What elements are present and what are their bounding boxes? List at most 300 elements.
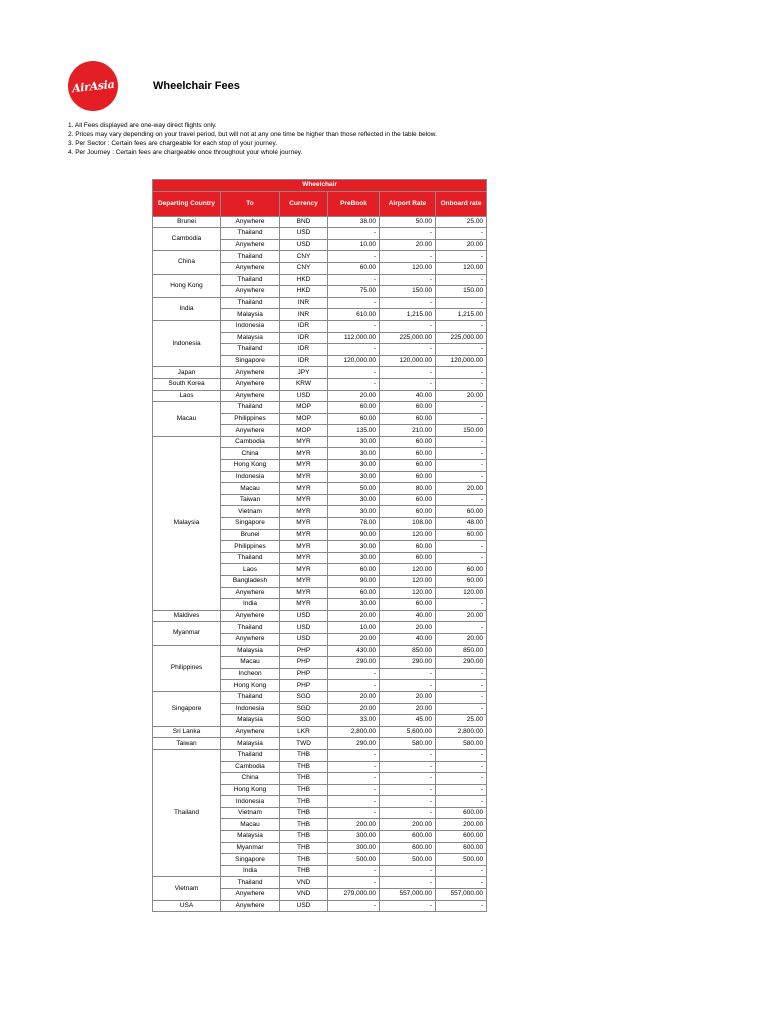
note-item: 1. All Fees displayed are one-way direct flights only. bbox=[68, 122, 217, 129]
airport-rate-cell: 60.00 bbox=[380, 541, 436, 553]
destination-cell: Malaysia bbox=[221, 738, 280, 750]
onboard-rate-cell: - bbox=[436, 448, 487, 460]
table-row bbox=[153, 216, 487, 228]
currency-cell: VND bbox=[280, 889, 328, 901]
prebook-cell: - bbox=[328, 367, 380, 379]
prebook-cell: - bbox=[328, 807, 380, 819]
destination-cell: Bangladesh bbox=[221, 576, 280, 588]
onboard-rate-cell: - bbox=[436, 378, 487, 390]
table-row bbox=[153, 645, 487, 657]
currency-cell: KRW bbox=[280, 378, 328, 390]
destination-cell: Philippines bbox=[221, 413, 280, 425]
table-row bbox=[153, 228, 487, 240]
currency-cell: BND bbox=[280, 216, 328, 228]
departing-country-cell: Maldives bbox=[153, 610, 221, 622]
currency-cell: THB bbox=[280, 749, 328, 761]
onboard-rate-cell: 2,800.00 bbox=[436, 726, 487, 738]
prebook-cell: - bbox=[328, 320, 380, 332]
prebook-cell: 300.00 bbox=[328, 842, 380, 854]
currency-cell: PHP bbox=[280, 668, 328, 680]
currency-cell: INR bbox=[280, 309, 328, 321]
table-row bbox=[153, 367, 487, 379]
fee-notes bbox=[68, 121, 437, 157]
currency-cell: PHP bbox=[280, 645, 328, 657]
departing-country-cell: Indonesia bbox=[153, 320, 221, 366]
currency-cell: VND bbox=[280, 877, 328, 889]
destination-cell: Anywhere bbox=[221, 900, 280, 912]
onboard-rate-cell: 600.00 bbox=[436, 831, 487, 843]
table-banner: Wheelchair bbox=[153, 180, 487, 192]
onboard-rate-cell: - bbox=[436, 251, 487, 263]
table-row bbox=[153, 877, 487, 889]
prebook-cell: 2,800.00 bbox=[328, 726, 380, 738]
departing-country-cell: Hong Kong bbox=[153, 274, 221, 297]
currency-cell: SGD bbox=[280, 691, 328, 703]
destination-cell: Macau bbox=[221, 483, 280, 495]
airport-rate-cell: 40.00 bbox=[380, 390, 436, 402]
airport-rate-cell: 600.00 bbox=[380, 842, 436, 854]
airport-rate-cell: - bbox=[380, 761, 436, 773]
table-row bbox=[153, 390, 487, 402]
column-header-onboard-rate: Onboard rate bbox=[436, 191, 487, 216]
airport-rate-cell: - bbox=[380, 228, 436, 240]
prebook-cell: 30.00 bbox=[328, 506, 380, 518]
currency-cell: IDR bbox=[280, 355, 328, 367]
onboard-rate-cell: 120.00 bbox=[436, 262, 487, 274]
onboard-rate-cell: - bbox=[436, 552, 487, 564]
onboard-rate-cell: - bbox=[436, 320, 487, 332]
table-row bbox=[153, 900, 487, 912]
prebook-cell: 60.00 bbox=[328, 564, 380, 576]
onboard-rate-cell: 290.00 bbox=[436, 657, 487, 669]
table-row bbox=[153, 402, 487, 414]
prebook-cell: 200.00 bbox=[328, 819, 380, 831]
table-row bbox=[153, 738, 487, 750]
currency-cell: THB bbox=[280, 842, 328, 854]
destination-cell: Anywhere bbox=[221, 262, 280, 274]
airport-rate-cell: 150.00 bbox=[380, 286, 436, 298]
destination-cell: Anywhere bbox=[221, 889, 280, 901]
destination-cell: Anywhere bbox=[221, 425, 280, 437]
currency-cell: IDR bbox=[280, 320, 328, 332]
destination-cell: Thailand bbox=[221, 552, 280, 564]
currency-cell: THB bbox=[280, 819, 328, 831]
column-header-to: To bbox=[221, 191, 280, 216]
destination-cell: Thailand bbox=[221, 228, 280, 240]
prebook-cell: - bbox=[328, 297, 380, 309]
currency-cell: THB bbox=[280, 784, 328, 796]
departing-country-cell: Malaysia bbox=[153, 436, 221, 610]
airport-rate-cell: - bbox=[380, 749, 436, 761]
prebook-cell: - bbox=[328, 900, 380, 912]
currency-cell: USD bbox=[280, 390, 328, 402]
onboard-rate-cell: 1,215.00 bbox=[436, 309, 487, 321]
destination-cell: Anywhere bbox=[221, 286, 280, 298]
currency-cell: JPY bbox=[280, 367, 328, 379]
airport-rate-cell: 850.00 bbox=[380, 645, 436, 657]
onboard-rate-cell: 48.00 bbox=[436, 518, 487, 530]
prebook-cell: 30.00 bbox=[328, 460, 380, 472]
currency-cell: INR bbox=[280, 297, 328, 309]
currency-cell: THB bbox=[280, 796, 328, 808]
departing-country-cell: Brunei bbox=[153, 216, 221, 228]
prebook-cell: 20.00 bbox=[328, 633, 380, 645]
airport-rate-cell: 60.00 bbox=[380, 436, 436, 448]
onboard-rate-cell: - bbox=[436, 494, 487, 506]
prebook-cell: 30.00 bbox=[328, 552, 380, 564]
currency-cell: THB bbox=[280, 854, 328, 866]
prebook-cell: 290.00 bbox=[328, 738, 380, 750]
destination-cell: Malaysia bbox=[221, 715, 280, 727]
airport-rate-cell: - bbox=[380, 274, 436, 286]
onboard-rate-cell: - bbox=[436, 784, 487, 796]
departing-country-cell: Myanmar bbox=[153, 622, 221, 645]
onboard-rate-cell: 120.00 bbox=[436, 587, 487, 599]
destination-cell: Indonesia bbox=[221, 471, 280, 483]
currency-cell: SGD bbox=[280, 703, 328, 715]
prebook-cell: 10.00 bbox=[328, 239, 380, 251]
airport-rate-cell: - bbox=[380, 297, 436, 309]
airport-rate-cell: 120.00 bbox=[380, 587, 436, 599]
departing-country-cell: Philippines bbox=[153, 645, 221, 691]
currency-cell: USD bbox=[280, 239, 328, 251]
destination-cell: Singapore bbox=[221, 518, 280, 530]
onboard-rate-cell: - bbox=[436, 344, 487, 356]
column-header-departing-country: Departing Country bbox=[153, 191, 221, 216]
currency-cell: USD bbox=[280, 633, 328, 645]
airport-rate-cell: 225,000.00 bbox=[380, 332, 436, 344]
departing-country-cell: Cambodia bbox=[153, 228, 221, 251]
currency-cell: HKD bbox=[280, 286, 328, 298]
onboard-rate-cell: - bbox=[436, 668, 487, 680]
airport-rate-cell: 20.00 bbox=[380, 239, 436, 251]
airport-rate-cell: - bbox=[380, 877, 436, 889]
onboard-rate-cell: 20.00 bbox=[436, 239, 487, 251]
airport-rate-cell: 108.00 bbox=[380, 518, 436, 530]
airport-rate-cell: 60.00 bbox=[380, 506, 436, 518]
destination-cell: Singapore bbox=[221, 854, 280, 866]
prebook-cell: 30.00 bbox=[328, 599, 380, 611]
prebook-cell: 90.00 bbox=[328, 529, 380, 541]
note-item: 4. Per Journey : Certain fees are chargeable once throughout your whole journey. bbox=[68, 149, 303, 156]
airport-rate-cell: 5,600.00 bbox=[380, 726, 436, 738]
prebook-cell: 30.00 bbox=[328, 494, 380, 506]
note-item: 2. Prices may vary depending on your travel period, but will not at any one time be higher than those reflected in the table below. bbox=[68, 131, 437, 138]
prebook-cell: 60.00 bbox=[328, 413, 380, 425]
prebook-cell: - bbox=[328, 228, 380, 240]
airport-rate-cell: - bbox=[380, 367, 436, 379]
table-row bbox=[153, 251, 487, 263]
table-row bbox=[153, 378, 487, 390]
airport-rate-cell: 210.00 bbox=[380, 425, 436, 437]
onboard-rate-cell: - bbox=[436, 796, 487, 808]
currency-cell: IDR bbox=[280, 332, 328, 344]
onboard-rate-cell: 225,000.00 bbox=[436, 332, 487, 344]
note-item: 3. Per Sector : Certain fees are chargeable for each stop of your journey. bbox=[68, 140, 278, 147]
airport-rate-cell: 120.00 bbox=[380, 564, 436, 576]
prebook-cell: 20.00 bbox=[328, 610, 380, 622]
airport-rate-cell: - bbox=[380, 900, 436, 912]
currency-cell: CNY bbox=[280, 262, 328, 274]
airport-rate-cell: 60.00 bbox=[380, 448, 436, 460]
onboard-rate-cell: 557,000.00 bbox=[436, 889, 487, 901]
destination-cell: India bbox=[221, 865, 280, 877]
prebook-cell: 430.00 bbox=[328, 645, 380, 657]
destination-cell: Anywhere bbox=[221, 726, 280, 738]
airport-rate-cell: 60.00 bbox=[380, 471, 436, 483]
currency-cell: CNY bbox=[280, 251, 328, 263]
table-row bbox=[153, 622, 487, 634]
prebook-cell: 20.00 bbox=[328, 703, 380, 715]
airport-rate-cell: - bbox=[380, 378, 436, 390]
departing-country-cell: Laos bbox=[153, 390, 221, 402]
destination-cell: Anywhere bbox=[221, 367, 280, 379]
prebook-cell: 50.00 bbox=[328, 483, 380, 495]
airport-rate-cell: 45.00 bbox=[380, 715, 436, 727]
destination-cell: Thailand bbox=[221, 749, 280, 761]
currency-cell: MYR bbox=[280, 483, 328, 495]
destination-cell: Macau bbox=[221, 819, 280, 831]
destination-cell: Indonesia bbox=[221, 320, 280, 332]
table-row bbox=[153, 320, 487, 332]
prebook-cell: - bbox=[328, 251, 380, 263]
airport-rate-cell: - bbox=[380, 680, 436, 692]
prebook-cell: 610.00 bbox=[328, 309, 380, 321]
airport-rate-cell: - bbox=[380, 320, 436, 332]
destination-cell: Vietnam bbox=[221, 807, 280, 819]
onboard-rate-cell: 120,000.00 bbox=[436, 355, 487, 367]
currency-cell: USD bbox=[280, 228, 328, 240]
currency-cell: MYR bbox=[280, 460, 328, 472]
prebook-cell: 120,000.00 bbox=[328, 355, 380, 367]
table-row bbox=[153, 749, 487, 761]
airport-rate-cell: - bbox=[380, 668, 436, 680]
prebook-cell: - bbox=[328, 344, 380, 356]
prebook-cell: 300.00 bbox=[328, 831, 380, 843]
departing-country-cell: Thailand bbox=[153, 749, 221, 877]
destination-cell: Thailand bbox=[221, 344, 280, 356]
logo-text: AirAsia bbox=[71, 77, 115, 95]
currency-cell: MYR bbox=[280, 587, 328, 599]
currency-cell: LKR bbox=[280, 726, 328, 738]
onboard-rate-cell: - bbox=[436, 436, 487, 448]
onboard-rate-cell: - bbox=[436, 761, 487, 773]
airport-rate-cell: - bbox=[380, 773, 436, 785]
onboard-rate-cell: - bbox=[436, 471, 487, 483]
table-body bbox=[153, 216, 487, 912]
airport-rate-cell: - bbox=[380, 251, 436, 263]
currency-cell: PHP bbox=[280, 657, 328, 669]
table-row bbox=[153, 297, 487, 309]
currency-cell: USD bbox=[280, 900, 328, 912]
destination-cell: Taiwan bbox=[221, 494, 280, 506]
prebook-cell: - bbox=[328, 668, 380, 680]
prebook-cell: 30.00 bbox=[328, 541, 380, 553]
destination-cell: Hong Kong bbox=[221, 680, 280, 692]
onboard-rate-cell: 20.00 bbox=[436, 483, 487, 495]
destination-cell: Malaysia bbox=[221, 645, 280, 657]
destination-cell: China bbox=[221, 448, 280, 460]
onboard-rate-cell: 60.00 bbox=[436, 506, 487, 518]
prebook-cell: 60.00 bbox=[328, 402, 380, 414]
airport-rate-cell: 120.00 bbox=[380, 529, 436, 541]
destination-cell: Malaysia bbox=[221, 332, 280, 344]
onboard-rate-cell: - bbox=[436, 460, 487, 472]
prebook-cell: 75.00 bbox=[328, 286, 380, 298]
column-header-airport-rate: Airport Rate bbox=[380, 191, 436, 216]
onboard-rate-cell: - bbox=[436, 402, 487, 414]
onboard-rate-cell: - bbox=[436, 749, 487, 761]
prebook-cell: 20.00 bbox=[328, 691, 380, 703]
airport-rate-cell: 20.00 bbox=[380, 691, 436, 703]
currency-cell: MOP bbox=[280, 402, 328, 414]
destination-cell: Thailand bbox=[221, 622, 280, 634]
prebook-cell: 112,000.00 bbox=[328, 332, 380, 344]
onboard-rate-cell: 200.00 bbox=[436, 819, 487, 831]
onboard-rate-cell: 60.00 bbox=[436, 564, 487, 576]
airport-rate-cell: - bbox=[380, 807, 436, 819]
table-row bbox=[153, 610, 487, 622]
table-row bbox=[153, 436, 487, 448]
onboard-rate-cell: - bbox=[436, 599, 487, 611]
onboard-rate-cell: 500.00 bbox=[436, 854, 487, 866]
onboard-rate-cell: 25.00 bbox=[436, 216, 487, 228]
destination-cell: Cambodia bbox=[221, 436, 280, 448]
onboard-rate-cell: 150.00 bbox=[436, 425, 487, 437]
destination-cell: Hong Kong bbox=[221, 784, 280, 796]
destination-cell: Anywhere bbox=[221, 216, 280, 228]
onboard-rate-cell: - bbox=[436, 367, 487, 379]
currency-cell: MYR bbox=[280, 494, 328, 506]
destination-cell: Laos bbox=[221, 564, 280, 576]
airport-rate-cell: 580.00 bbox=[380, 738, 436, 750]
airasia-logo bbox=[68, 61, 118, 111]
destination-cell: Hong Kong bbox=[221, 460, 280, 472]
departing-country-cell: India bbox=[153, 297, 221, 320]
onboard-rate-cell: - bbox=[436, 865, 487, 877]
onboard-rate-cell: - bbox=[436, 541, 487, 553]
airport-rate-cell: 120.00 bbox=[380, 262, 436, 274]
airport-rate-cell: 40.00 bbox=[380, 610, 436, 622]
destination-cell: India bbox=[221, 599, 280, 611]
currency-cell: MYR bbox=[280, 448, 328, 460]
page-title: Wheelchair Fees bbox=[153, 80, 240, 92]
destination-cell: Thailand bbox=[221, 297, 280, 309]
airport-rate-cell: 20.00 bbox=[380, 622, 436, 634]
prebook-cell: 60.00 bbox=[328, 262, 380, 274]
table-row bbox=[153, 691, 487, 703]
column-header-currency: Currency bbox=[280, 191, 328, 216]
destination-cell: Malaysia bbox=[221, 309, 280, 321]
destination-cell: Philippines bbox=[221, 541, 280, 553]
prebook-cell: 10.00 bbox=[328, 622, 380, 634]
currency-cell: HKD bbox=[280, 274, 328, 286]
wheelchair-fees-table bbox=[152, 179, 487, 912]
onboard-rate-cell: - bbox=[436, 773, 487, 785]
currency-cell: USD bbox=[280, 610, 328, 622]
currency-cell: THB bbox=[280, 773, 328, 785]
prebook-cell: - bbox=[328, 796, 380, 808]
prebook-cell: 38.00 bbox=[328, 216, 380, 228]
airport-rate-cell: - bbox=[380, 796, 436, 808]
destination-cell: Brunei bbox=[221, 529, 280, 541]
prebook-cell: 30.00 bbox=[328, 436, 380, 448]
onboard-rate-cell: 150.00 bbox=[436, 286, 487, 298]
airport-rate-cell: 60.00 bbox=[380, 552, 436, 564]
destination-cell: Incheon bbox=[221, 668, 280, 680]
prebook-cell: 500.00 bbox=[328, 854, 380, 866]
destination-cell: Anywhere bbox=[221, 633, 280, 645]
currency-cell: THB bbox=[280, 831, 328, 843]
prebook-cell: - bbox=[328, 865, 380, 877]
airport-rate-cell: 40.00 bbox=[380, 633, 436, 645]
onboard-rate-cell: - bbox=[436, 413, 487, 425]
prebook-cell: 30.00 bbox=[328, 448, 380, 460]
currency-cell: USD bbox=[280, 622, 328, 634]
prebook-cell: 90.00 bbox=[328, 576, 380, 588]
onboard-rate-cell: 20.00 bbox=[436, 390, 487, 402]
airport-rate-cell: 600.00 bbox=[380, 831, 436, 843]
airport-rate-cell: 557,000.00 bbox=[380, 889, 436, 901]
onboard-rate-cell: - bbox=[436, 680, 487, 692]
destination-cell: Singapore bbox=[221, 355, 280, 367]
destination-cell: Anywhere bbox=[221, 390, 280, 402]
currency-cell: MYR bbox=[280, 518, 328, 530]
prebook-cell: - bbox=[328, 378, 380, 390]
onboard-rate-cell: - bbox=[436, 877, 487, 889]
destination-cell: Malaysia bbox=[221, 831, 280, 843]
onboard-rate-cell: 580.00 bbox=[436, 738, 487, 750]
airport-rate-cell: 60.00 bbox=[380, 494, 436, 506]
departing-country-cell: USA bbox=[153, 900, 221, 912]
onboard-rate-cell: 60.00 bbox=[436, 576, 487, 588]
prebook-cell: 33.00 bbox=[328, 715, 380, 727]
prebook-cell: 30.00 bbox=[328, 471, 380, 483]
destination-cell: Macau bbox=[221, 657, 280, 669]
onboard-rate-cell: 600.00 bbox=[436, 842, 487, 854]
onboard-rate-cell: 25.00 bbox=[436, 715, 487, 727]
prebook-cell: 290.00 bbox=[328, 657, 380, 669]
destination-cell: Thailand bbox=[221, 877, 280, 889]
departing-country-cell: Macau bbox=[153, 402, 221, 437]
destination-cell: Anywhere bbox=[221, 378, 280, 390]
airport-rate-cell: 80.00 bbox=[380, 483, 436, 495]
table-row bbox=[153, 274, 487, 286]
onboard-rate-cell: 60.00 bbox=[436, 529, 487, 541]
destination-cell: Thailand bbox=[221, 402, 280, 414]
currency-cell: THB bbox=[280, 865, 328, 877]
destination-cell: Anywhere bbox=[221, 587, 280, 599]
airport-rate-cell: 1,215.00 bbox=[380, 309, 436, 321]
airport-rate-cell: 60.00 bbox=[380, 599, 436, 611]
destination-cell: Thailand bbox=[221, 274, 280, 286]
currency-cell: SGD bbox=[280, 715, 328, 727]
onboard-rate-cell: 850.00 bbox=[436, 645, 487, 657]
destination-cell: Indonesia bbox=[221, 703, 280, 715]
airport-rate-cell: 60.00 bbox=[380, 460, 436, 472]
airport-rate-cell: 120.00 bbox=[380, 576, 436, 588]
prebook-cell: - bbox=[328, 680, 380, 692]
currency-cell: MYR bbox=[280, 541, 328, 553]
prebook-cell: - bbox=[328, 877, 380, 889]
onboard-rate-cell: - bbox=[436, 900, 487, 912]
destination-cell: Thailand bbox=[221, 691, 280, 703]
departing-country-cell: Taiwan bbox=[153, 738, 221, 750]
prebook-cell: - bbox=[328, 761, 380, 773]
destination-cell: Indonesia bbox=[221, 796, 280, 808]
airport-rate-cell: - bbox=[380, 865, 436, 877]
airport-rate-cell: 60.00 bbox=[380, 402, 436, 414]
